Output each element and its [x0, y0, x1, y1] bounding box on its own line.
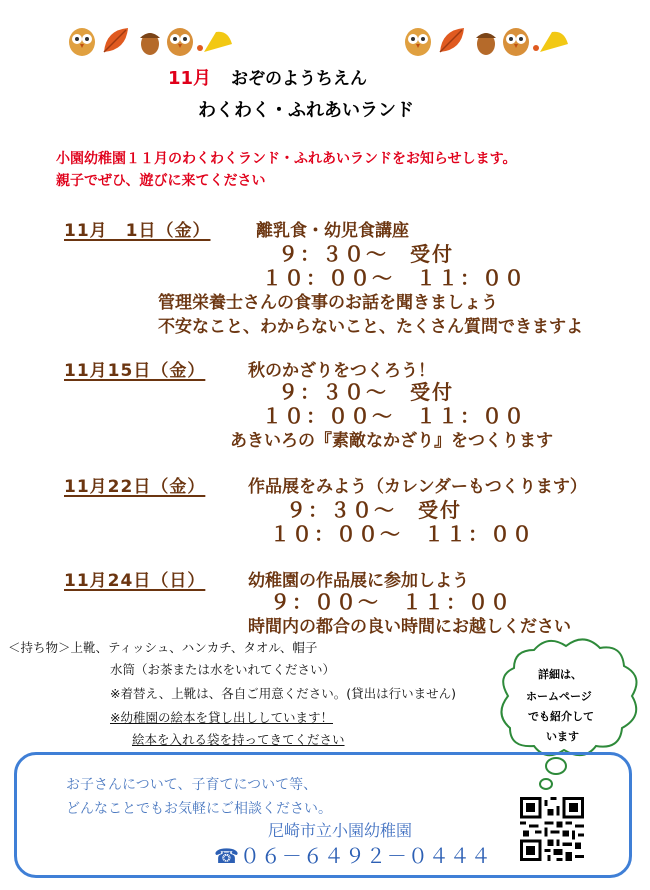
- event-reception: ９：３０～ 受付: [278, 380, 454, 404]
- contact-line: お子さんについて、子育てについて等、: [66, 777, 318, 793]
- bubble-line: でも紹介して: [528, 710, 594, 723]
- owl-icon: [167, 28, 193, 56]
- event-note: 不安なこと、わからないこと、たくさん質問できますよ: [158, 317, 583, 337]
- owl-icon: [405, 28, 431, 56]
- belongings-line: ※着替え、上靴は、各自ご用意ください。(貸出は行いません): [110, 686, 456, 701]
- bubble-line: います: [546, 730, 579, 743]
- event-title: 作品展をみよう（カレンダーもつくります）: [248, 477, 587, 497]
- intro-line-2: 親子でぜひ、遊びに来てください: [56, 173, 266, 189]
- event-reception: ９：３０～ 受付: [286, 498, 462, 522]
- event-note: 管理栄養士さんの食事のお話を聞きましょう: [158, 293, 498, 313]
- event-date: 11月15日（金）: [64, 361, 206, 381]
- event-time: １０：００～ １１：００: [270, 522, 534, 546]
- event-date: 11月 1日（金）: [64, 221, 211, 241]
- header-subtitle: わくわく・ふれあいランド: [198, 100, 414, 121]
- ginkgo-leaf-icon: [540, 32, 568, 52]
- event-time: １０：００～ １１：００: [262, 404, 526, 428]
- event-title: 幼稚園の作品展に参加しよう: [248, 571, 469, 591]
- event-note: 時間内の都合の良い時間にお越しください: [248, 617, 571, 637]
- belongings-line: ※幼稚園の絵本を貸し出ししています！: [110, 710, 333, 725]
- leaf-icon: [104, 28, 128, 52]
- bubble-line: 詳細は、: [538, 668, 582, 681]
- header-school: おぞのようちえん: [230, 69, 367, 89]
- event-title: 離乳食・幼児食講座: [256, 221, 409, 241]
- school-name: 尼崎市立小園幼稚園: [268, 821, 413, 840]
- autumn-decoration-right: [402, 22, 572, 58]
- event-reception: ９：３０～ 受付: [278, 242, 454, 266]
- leaf-icon: [533, 45, 539, 51]
- contact-line: どんなことでもお気軽にご相談ください。: [66, 801, 332, 817]
- event-title: 秋のかざりをつくろう！: [248, 361, 435, 381]
- belongings-line: ＜持ち物＞上靴、ティッシュ、ハンカチ、タオル、帽子: [8, 640, 318, 655]
- owl-icon: [69, 28, 95, 56]
- qr-code-icon[interactable]: [520, 797, 584, 861]
- header-title: [168, 64, 367, 90]
- autumn-decoration-left: [66, 22, 236, 58]
- header-month: 11月: [168, 68, 212, 89]
- intro-line-1: 小園幼稚園１１月のわくわくランド・ふれあいランドをお知らせします。: [56, 151, 517, 167]
- event-date: 11月22日（金）: [64, 477, 206, 497]
- event-date: 11月24日（日）: [64, 571, 206, 591]
- ginkgo-leaf-icon: [204, 32, 232, 52]
- leaf-icon: [197, 45, 203, 51]
- owl-icon: [503, 28, 529, 56]
- belongings-line: 絵本を入れる袋を持ってきてください: [132, 732, 345, 747]
- event-time: １０：００～ １１：００: [262, 266, 526, 290]
- acorn-icon: [476, 33, 496, 55]
- acorn-icon: [140, 33, 160, 55]
- event-note: あきいろの『素敵なかざり』をつくります: [230, 431, 553, 451]
- phone-number[interactable]: ☎０６－６４９２－０４４４: [214, 844, 492, 868]
- event-time: ９：００～ １１：００: [270, 590, 512, 614]
- belongings-line: 水筒（お茶または水をいれてください）: [110, 662, 336, 677]
- bubble-line: ホームページ: [526, 690, 592, 703]
- leaf-icon: [440, 28, 464, 52]
